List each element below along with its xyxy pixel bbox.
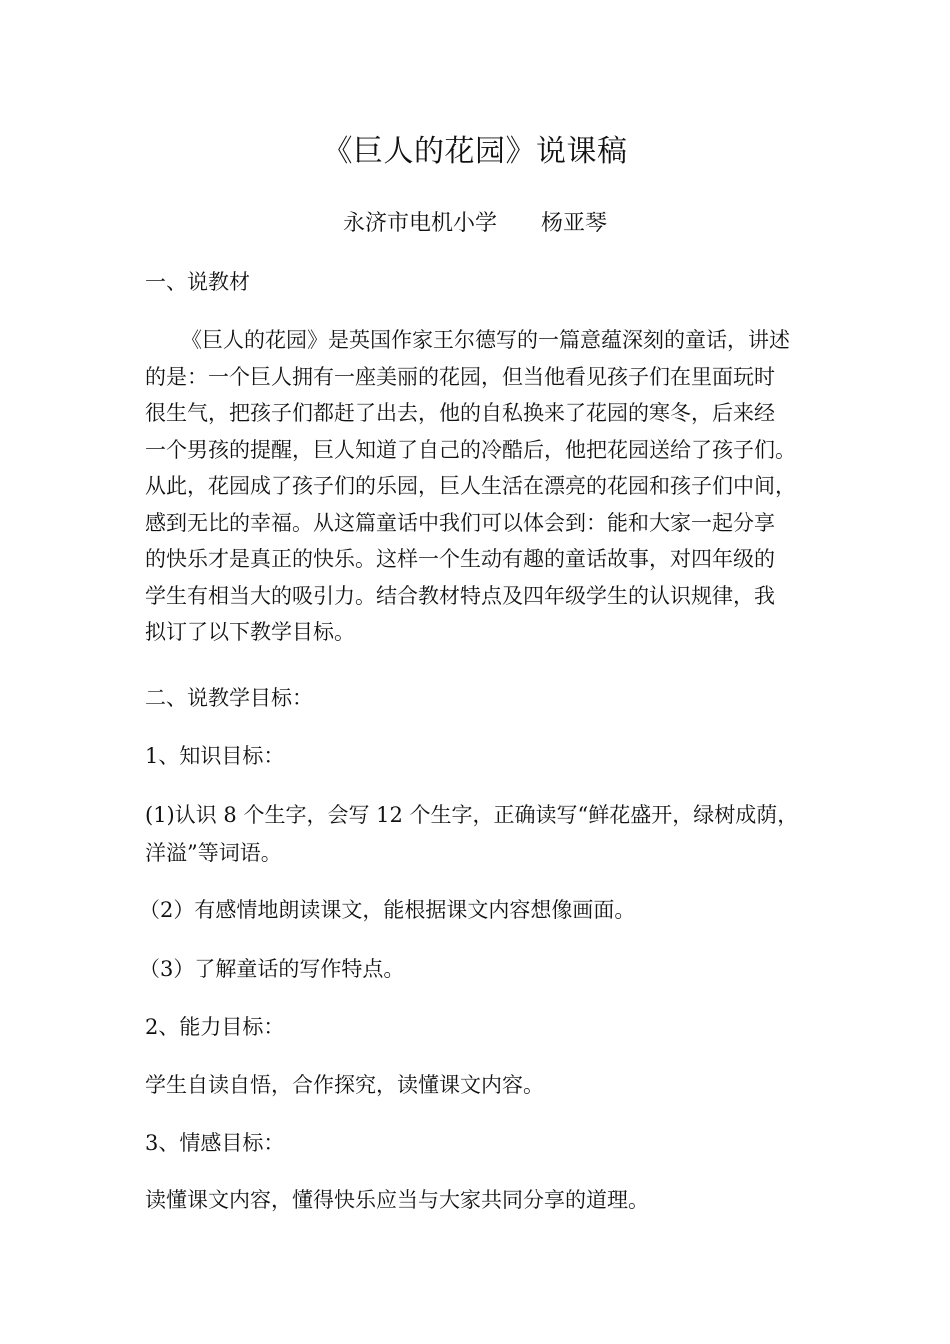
paragraph-line: 的是：一个巨人拥有一座美丽的花园，但当他看见孩子们在里面玩时 [145,364,775,389]
paragraph-line: 《巨人的花园》是英国作家王尔德写的一篇意蕴深刻的童话，讲述 [181,328,790,352]
ability-goal-heading: 2、能力目标： [145,1015,285,1039]
paragraph-line: 的快乐才是真正的快乐。这样一个生动有趣的童话故事，对四年级的 [145,547,775,571]
paragraph-line: 一个男孩的提醒，巨人知道了自己的冷酷后，他把花园送给了孩子们。 [145,437,796,462]
author-name: 杨亚琴 [541,211,608,236]
author-school: 永济市电机小学 [342,211,497,236]
knowledge-item-1-line: 洋溢”等词语。 [145,841,282,865]
paragraph-line: 感到无比的幸福。从这篇童话中我们可以体会到：能和大家一起分享 [145,510,775,535]
knowledge-item-2: （2）有感情地朗读课文，能根据课文内容想像画面。 [139,898,636,922]
paragraph-line: 拟订了以下教学目标。 [145,620,355,644]
page-title: 《巨人的花园》说课稿 [322,134,628,169]
knowledge-item-1 [145,796,825,872]
paragraph-line: 学生有相当大的吸引力。结合教材特点及四年级学生的认识规律，我 [145,583,775,608]
section-heading-textbook: 一、说教材 [145,270,250,294]
ability-goal-text: 学生自读自悟，合作探究，读懂课文内容。 [145,1073,544,1097]
textbook-paragraph [145,322,825,651]
paragraph-line: 很生气，把孩子们都赶了出去，他的自私换来了花园的寒冬，后来经 [145,401,775,425]
emotion-goal-heading: 3、情感目标： [145,1131,285,1155]
knowledge-goal-heading: 1、知识目标： [145,744,285,768]
paragraph-line: 从此，花园成了孩子们的乐园，巨人生活在漂亮的花园和孩子们中间， [145,474,796,498]
section-heading-goals: 二、说教学目标： [145,686,313,710]
knowledge-item-3: （3）了解童话的写作特点。 [139,957,405,981]
knowledge-item-1-line: (1)认识 8 个生字，会写 12 个生字，正确读写“鲜花盛开，绿树成荫， [145,803,799,827]
emotion-goal-text: 读懂课文内容，懂得快乐应当与大家共同分享的道理。 [145,1188,649,1212]
author-line [0,208,950,240]
